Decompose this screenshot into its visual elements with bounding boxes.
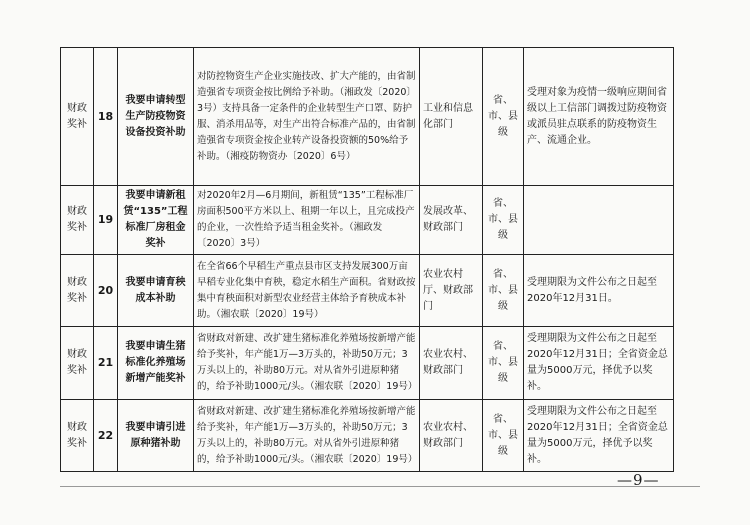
- note-cell: [524, 186, 674, 255]
- item-name-cell: 我要申请生猪标准化养殖场新增产能奖补: [118, 327, 194, 400]
- category-cell: 财政奖补: [61, 255, 94, 327]
- level-cell: 省、市、县级: [483, 186, 524, 255]
- policy-content-cell: 对2020年2月—6月期间，新租赁“135”工程标准厂房面积500平方米以上、租期一年以上，且完成投产的企业，一次性给予适当租金奖补。（湘政发〔2020〕3号）: [194, 186, 420, 255]
- table-row: [61, 48, 674, 186]
- note-cell: 受理期限为文件公布之日起至2020年12月31日。: [524, 255, 674, 327]
- department-cell: 发展改革、财政部门: [420, 186, 483, 255]
- category-cell: 财政奖补: [61, 48, 94, 186]
- note-cell: 受理期限为文件公布之日起至2020年12月31日；全省资金总量为5000万元，择优予以奖补。: [524, 327, 674, 400]
- note-cell: 受理期限为文件公布之日起至2020年12月31日；全省资金总量为5000万元，择优予以奖补。: [524, 400, 674, 472]
- row-number-cell: 22: [94, 400, 118, 472]
- level-cell: 省、市、县级: [483, 48, 524, 186]
- table-row: [61, 255, 674, 327]
- page-number: —9—: [617, 471, 660, 489]
- row-number-cell: 19: [94, 186, 118, 255]
- table-row: [61, 400, 674, 472]
- policy-content-cell: 对防控物资生产企业实施技改、扩大产能的，由省制造强省专项资金按比例给予补助。（湘政发〔2020〕3号）支持具备一定条件的企业转型生产口罩、防护服、消杀用品等，对生产出符合标准产品的，由省制造强省专项资金按企业转产设备投资额的50%给予补助。（湘疫防物资办〔2020〕6号）: [194, 48, 420, 186]
- level-cell: 省、市、县级: [483, 327, 524, 400]
- level-cell: 省、市、县级: [483, 400, 524, 472]
- level-cell: 省、市、县级: [483, 255, 524, 327]
- category-cell: 财政奖补: [61, 400, 94, 472]
- policy-table: [60, 47, 674, 472]
- item-name-cell: 我要申请新租赁“135”工程标准厂房租金奖补: [118, 186, 194, 255]
- row-number-cell: 21: [94, 327, 118, 400]
- category-cell: 财政奖补: [61, 186, 94, 255]
- item-name-cell: 我要申请育秧成本补助: [118, 255, 194, 327]
- policy-content-cell: 省财政对新建、改扩建生猪标准化养殖场按新增产能给予奖补，年产能1万—3万头的，补助50万元；3万头以上的，补助80万元。对从省外引进原种猪的，给予补助1000元/头。（湘农联〔2020〕19号）: [194, 327, 420, 400]
- policy-content-cell: 在全省66个早稻生产重点县市区支持发展300万亩早稻专业化集中育秧，稳定水稻生产面积。省财政按集中育秧面积对新型农业经营主体给予育秧成本补助。（湘农联〔2020〕19号）: [194, 255, 420, 327]
- footer-rule: [60, 486, 700, 487]
- table-row: [61, 327, 674, 400]
- row-number-cell: 18: [94, 48, 118, 186]
- department-cell: 农业农村、财政部门: [420, 327, 483, 400]
- department-cell: 农业农村、财政部门: [420, 400, 483, 472]
- policy-content-cell: 省财政对新建、改扩建生猪标准化养殖场按新增产能给予奖补，年产能1万—3万头的，补助50万元；3万头以上的，补助80万元。对从省外引进原种猪的，给予补助1000元/头。（湘农联〔2020〕19号）: [194, 400, 420, 472]
- department-cell: 农业农村厅、财政部门: [420, 255, 483, 327]
- item-name-cell: 我要申请转型生产防疫物资设备投资补助: [118, 48, 194, 186]
- note-cell: 受理对象为疫情一级响应期间省级以上工信部门调拨过防疫物资或派员驻点联系的防疫物资生产、流通企业。: [524, 48, 674, 186]
- department-cell: 工业和信息化部门: [420, 48, 483, 186]
- table-row: [61, 186, 674, 255]
- category-cell: 财政奖补: [61, 327, 94, 400]
- item-name-cell: 我要申请引进原种猪补助: [118, 400, 194, 472]
- row-number-cell: 20: [94, 255, 118, 327]
